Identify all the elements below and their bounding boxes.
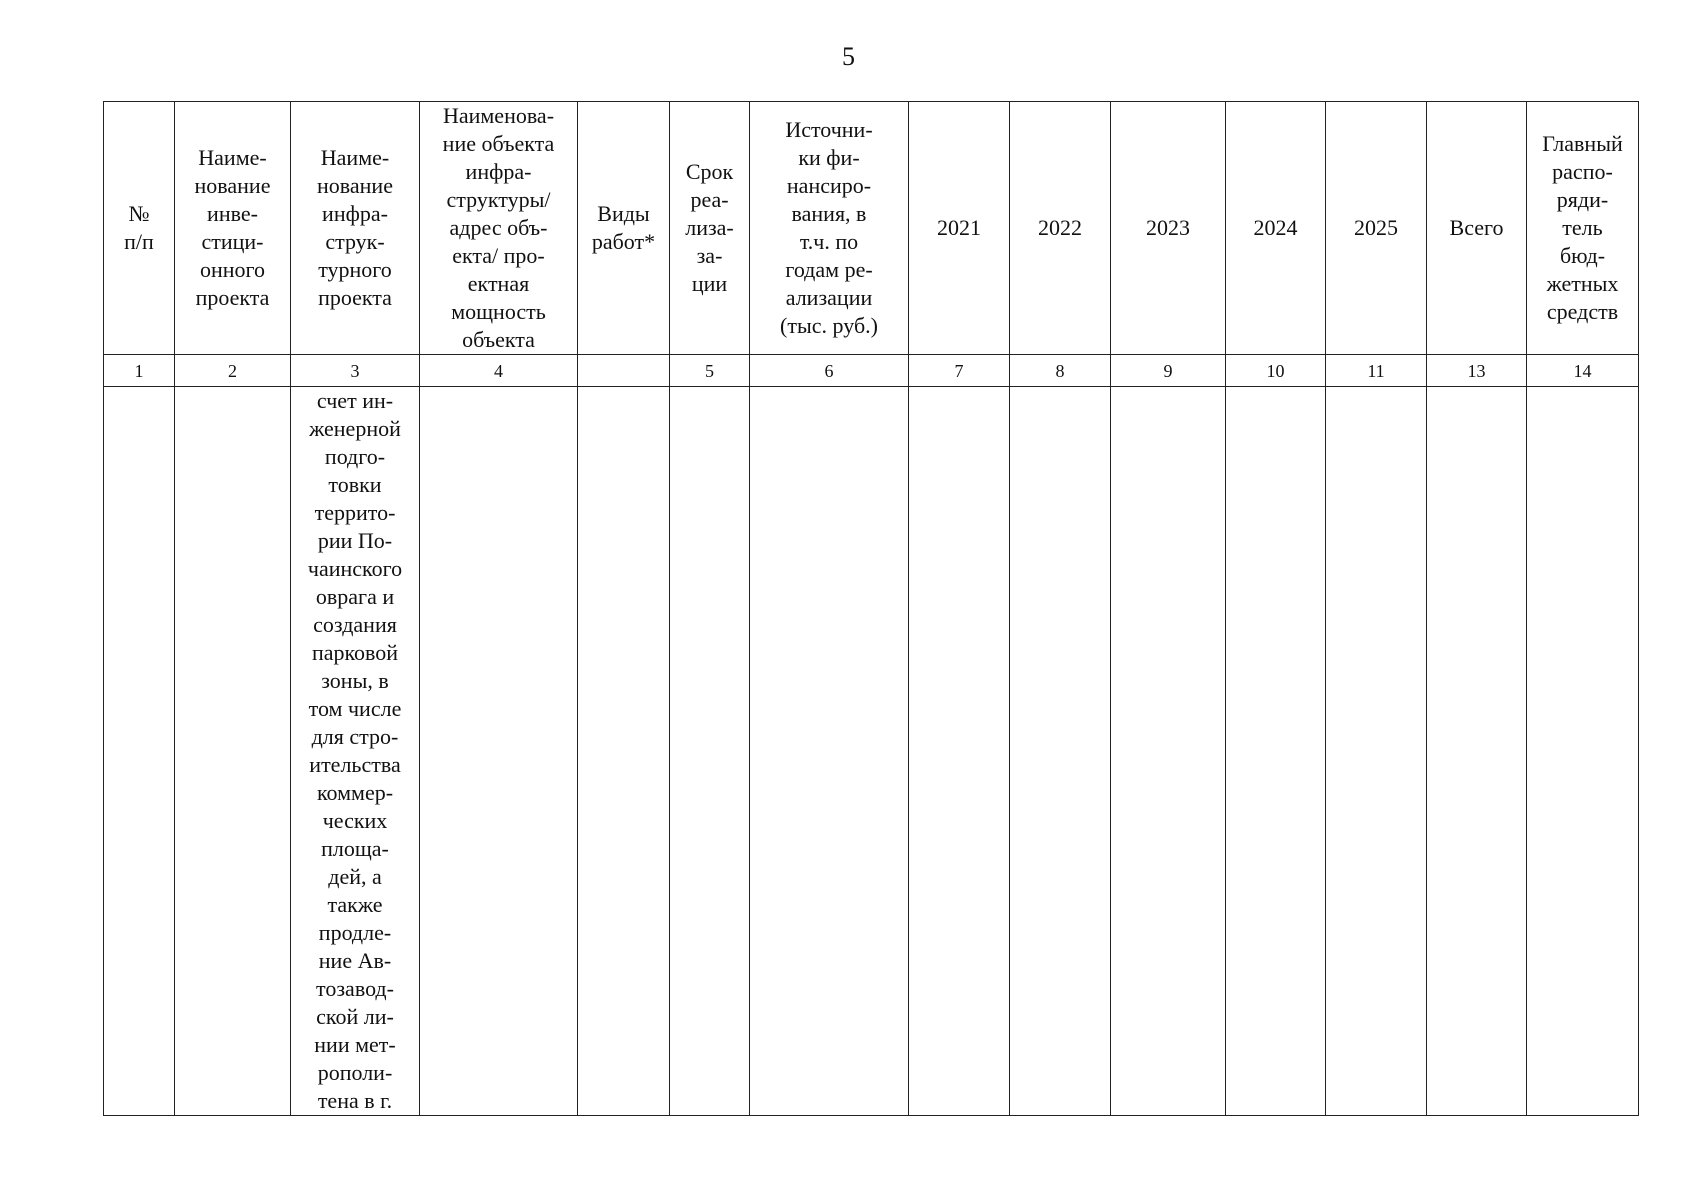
column-number-cell: 6 bbox=[750, 355, 909, 387]
body-cell-year-2021 bbox=[909, 387, 1010, 1116]
column-number-cell: 2 bbox=[175, 355, 291, 387]
header-cell-infrastructure-object: Наименова- ние объекта инфра- структуры/ адрес объ- екта/ про- ектная мощность объекта bbox=[420, 102, 578, 355]
body-cell-year-2025 bbox=[1326, 387, 1427, 1116]
header-cell-year-2023: 2023 bbox=[1111, 102, 1226, 355]
header-cell-year-2021: 2021 bbox=[909, 102, 1010, 355]
column-number-cell: 3 bbox=[291, 355, 420, 387]
header-cell-total: Всего bbox=[1427, 102, 1527, 355]
body-cell-work-types bbox=[578, 387, 670, 1116]
column-number-cell: 9 bbox=[1111, 355, 1226, 387]
body-cell-implementation-period bbox=[670, 387, 750, 1116]
header-cell-year-2025: 2025 bbox=[1326, 102, 1427, 355]
body-cell-funding-sources bbox=[750, 387, 909, 1116]
page-number: 5 bbox=[842, 42, 855, 71]
header-cell-budget-manager: Главный распо- ряди- тель бюд- жетных средств bbox=[1527, 102, 1639, 355]
header-cell-year-2022: 2022 bbox=[1010, 102, 1111, 355]
body-cell-year-2023 bbox=[1111, 387, 1226, 1116]
body-cell-infrastructure-object bbox=[420, 387, 578, 1116]
column-number-cell: 1 bbox=[104, 355, 175, 387]
column-number-row bbox=[104, 355, 1639, 387]
column-number-cell bbox=[578, 355, 670, 387]
body-cell-budget-manager bbox=[1527, 387, 1639, 1116]
column-number-cell: 8 bbox=[1010, 355, 1111, 387]
investment-table bbox=[103, 101, 1639, 1116]
column-number-cell: 5 bbox=[670, 355, 750, 387]
header-cell-investment-project: Наиме- нование инве- стици- онного проекта bbox=[175, 102, 291, 355]
column-number-cell: 10 bbox=[1226, 355, 1326, 387]
header-cell-number: № п/п bbox=[104, 102, 175, 355]
body-cell-total bbox=[1427, 387, 1527, 1116]
header-cell-funding-sources: Источни- ки фи- нансиро- вания, в т.ч. по годам ре- ализации (тыс. руб.) bbox=[750, 102, 909, 355]
column-number-cell: 4 bbox=[420, 355, 578, 387]
column-number-cell: 7 bbox=[909, 355, 1010, 387]
header-cell-infrastructure-project: Наиме- нование инфра- струк- турного проекта bbox=[291, 102, 420, 355]
column-number-cell: 14 bbox=[1527, 355, 1639, 387]
column-number-cell: 11 bbox=[1326, 355, 1427, 387]
header-row bbox=[104, 102, 1639, 355]
body-cell-year-2024 bbox=[1226, 387, 1326, 1116]
column-number-cell: 13 bbox=[1427, 355, 1527, 387]
body-cell-year-2022 bbox=[1010, 387, 1111, 1116]
body-cell-number bbox=[104, 387, 175, 1116]
header-cell-implementation-period: Срок реа- лиза- за- ции bbox=[670, 102, 750, 355]
header-cell-year-2024: 2024 bbox=[1226, 102, 1326, 355]
header-cell-work-types: Виды работ* bbox=[578, 102, 670, 355]
body-cell-infrastructure-project: счет ин- женерной подго- товки террито- рии По- чаинского оврага и создания парковой зоны, в том числе для стро- ительства коммер- ческих площа- дей, а также продле- ние Ав- тозавод- ской ли- нии мет- рополи- тена в г. bbox=[291, 387, 420, 1116]
body-cell-investment-project bbox=[175, 387, 291, 1116]
table-row bbox=[104, 387, 1639, 1116]
